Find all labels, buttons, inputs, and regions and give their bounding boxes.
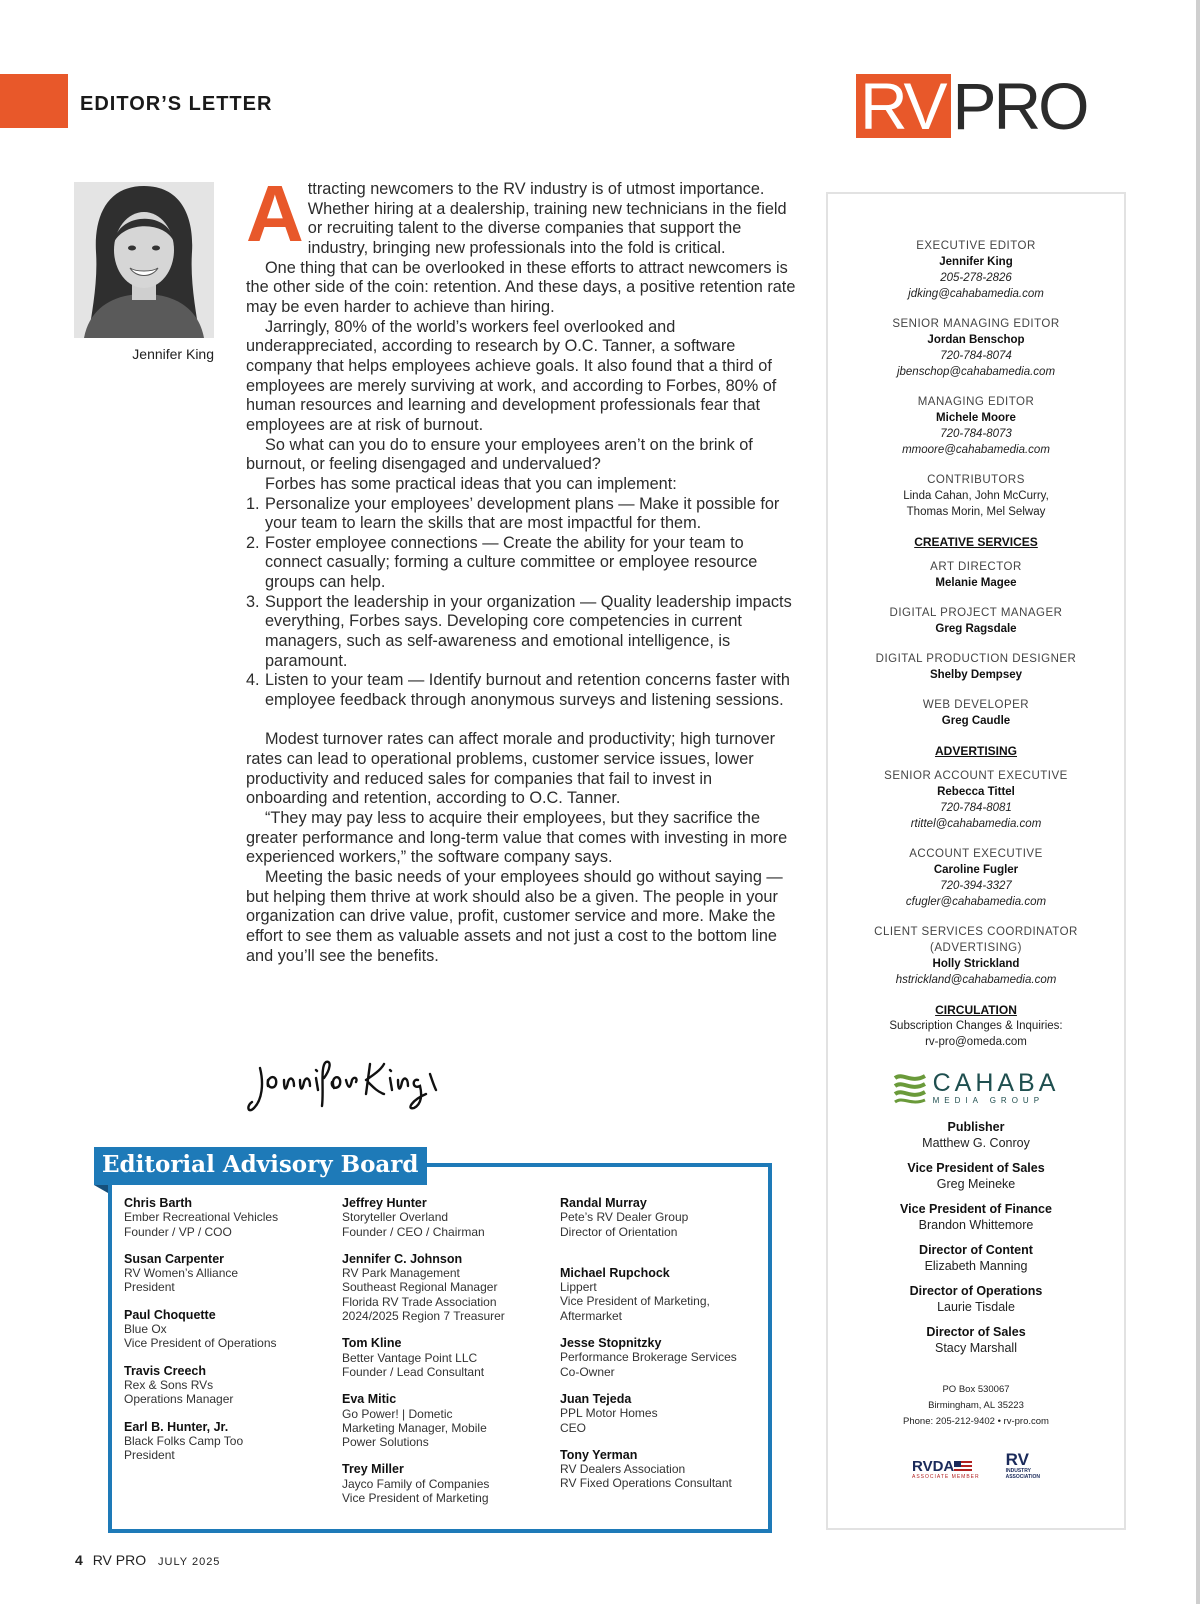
author-portrait-illustration — [74, 182, 214, 338]
board-member — [560, 1196, 775, 1239]
vp-sales-block — [828, 1160, 1124, 1192]
board-member — [560, 1448, 775, 1491]
cahaba-wordmark — [933, 1070, 1060, 1105]
circulation-text: Subscription Changes & Inquiries: — [889, 1020, 1063, 1032]
role-label: MANAGING EDITOR — [917, 396, 1035, 408]
member-detail: Aftermarket — [560, 1308, 623, 1323]
member-detail: RV Women’s Alliance — [124, 1266, 239, 1281]
member-name: Tony Yerman — [560, 1447, 638, 1462]
person-name: Laurie Tisdale — [937, 1300, 1015, 1314]
list-text: Listen to your team — Identify burnout and retention concerns faster with employee feedback through anonymous surveys and listening sessions. — [265, 671, 790, 710]
member-detail: Pete’s RV Dealer Group — [560, 1210, 689, 1225]
role-label: SENIOR ACCOUNT EXECUTIVE — [884, 770, 1068, 782]
masthead-art-director — [828, 559, 1124, 591]
masthead-account-executive — [828, 846, 1124, 910]
person-name: Caroline Fugler — [933, 864, 1019, 876]
creative-services-heading: CREATIVE SERVICES — [914, 535, 1038, 549]
email-address: cfugler@cahabamedia.com — [905, 896, 1047, 908]
magazine-name: RV PRO — [92, 1552, 147, 1568]
person-name: Jordan Benschop — [927, 334, 1025, 346]
association-logos — [828, 1452, 1124, 1480]
member-name: Jesse Stopnitzky — [560, 1336, 662, 1351]
masthead-contributors — [828, 472, 1124, 520]
member-detail: 2024/2025 Region 7 Treasurer — [342, 1309, 505, 1324]
member-detail: Founder / VP / COO — [124, 1224, 232, 1239]
member-name: Jeffrey Hunter — [342, 1196, 427, 1210]
board-member — [342, 1252, 557, 1323]
person-name: Michele Moore — [936, 412, 1016, 424]
list-number: 1. — [246, 494, 260, 513]
rvda-logo — [912, 1459, 980, 1480]
vp-finance-block — [828, 1201, 1124, 1233]
paragraph-1: ttracting newcomers to the RV industry is of utmost importance. Whether hiring at a dealership, training new technicians in the field or recruiting talent to the diverse companies that support the industry, bringing new professionals into the fold is critical. — [307, 180, 787, 257]
list-item — [246, 593, 796, 672]
member-detail: PPL Motor Homes — [560, 1406, 658, 1421]
member-detail: Power Solutions — [342, 1435, 429, 1450]
person-name: Holly Strickland — [932, 958, 1020, 970]
cahaba-sub: MEDIA GROUP — [932, 1096, 1045, 1105]
rvia-logo — [1006, 1452, 1040, 1480]
board-column-1 — [124, 1196, 339, 1475]
member-name: Trey Miller — [342, 1462, 404, 1477]
address-line: Birmingham, AL 35223 — [928, 1400, 1024, 1411]
phone-number: 205-278-2826 — [940, 272, 1012, 284]
member-detail: Vice President of Marketing, — [560, 1294, 710, 1309]
masthead-senior-managing-editor — [828, 316, 1124, 380]
issue-date: JULY 2025 — [158, 1556, 221, 1568]
role-label: DIGITAL PROJECT MANAGER — [889, 607, 1063, 619]
section-title: EDITOR’S LETTER — [80, 93, 273, 115]
board-column-2 — [342, 1196, 557, 1518]
role-label: DIGITAL PRODUCTION DESIGNER — [875, 653, 1077, 665]
list-item — [246, 671, 796, 710]
member-detail: Vice President of Operations — [124, 1336, 277, 1351]
logo-rv: RV — [856, 74, 951, 138]
role-label: SENIOR MANAGING EDITOR — [892, 318, 1060, 330]
role-label: Publisher — [947, 1120, 1005, 1134]
person-name: Melanie Magee — [935, 577, 1017, 589]
rvia-wordmark: RV — [1005, 1450, 1029, 1469]
board-member — [342, 1196, 557, 1239]
page-number: 4 — [75, 1552, 83, 1568]
page-footer — [75, 1552, 220, 1568]
cahaba-word: CAHABA — [932, 1069, 1060, 1097]
member-name: Michael Rupchock — [560, 1265, 670, 1280]
phone-number: 720-784-8073 — [940, 428, 1012, 440]
person-name: Stacy Marshall — [935, 1341, 1017, 1355]
board-member — [560, 1266, 775, 1323]
member-name: Travis Creech — [124, 1363, 206, 1378]
board-member — [560, 1392, 775, 1435]
role-label: CLIENT SERVICES COORDINATOR — [874, 926, 1078, 938]
role-label: Director of Sales — [926, 1325, 1026, 1339]
rv-pro-logo — [856, 69, 1087, 143]
member-detail: Storyteller Overland — [342, 1210, 449, 1225]
role-label: Director of Content — [919, 1243, 1033, 1257]
masthead-web-developer — [828, 697, 1124, 729]
tips-list — [246, 495, 796, 711]
role-label-sub: (ADVERTISING) — [930, 942, 1022, 954]
publisher-block — [828, 1119, 1124, 1151]
email-address: hstrickland@cahabamedia.com — [895, 974, 1057, 986]
member-detail: Rex & Sons RVs — [124, 1377, 214, 1392]
member-detail: Blue Ox — [124, 1322, 167, 1337]
list-text: Foster employee connections — Create the ability for your team to connect casually; forming a culture committee or employee resource groups can help. — [265, 533, 758, 592]
rvia-subtitle: ASSOCIATION — [1005, 1474, 1040, 1480]
member-detail: RV Park Management — [342, 1266, 460, 1281]
board-member — [124, 1364, 339, 1407]
board-member — [124, 1420, 339, 1463]
author-photo — [74, 182, 214, 338]
role-label: Director of Operations — [909, 1284, 1043, 1298]
email-address: mmoore@cahabamedia.com — [902, 444, 1050, 456]
member-detail: Florida RV Trade Association — [342, 1294, 497, 1309]
list-item — [246, 534, 796, 593]
email-address: jbenschop@cahabamedia.com — [896, 366, 1056, 378]
masthead-panel — [826, 192, 1126, 1530]
person-name: Greg Ragsdale — [935, 623, 1017, 635]
signature-image — [246, 1050, 456, 1118]
member-name: Paul Choquette — [124, 1307, 216, 1322]
rvda-wordmark: RVDA — [912, 1458, 955, 1475]
member-detail: Southeast Regional Manager — [342, 1280, 498, 1295]
paragraph-3: Jarringly, 80% of the world’s workers feel overlooked and underappreciated, according to research by O.C. Tanner, a software company that helps employees achieve goals. It also found that a third of employees are merely surviving at work, and according to Forbes, 80% of human resources and learning and development professionals fear that employees are at risk of burnout. — [246, 317, 777, 434]
page-edge — [1196, 0, 1200, 1604]
member-name: Susan Carpenter — [124, 1251, 225, 1266]
contributor-names: Linda Cahan, John McCurry, — [903, 490, 1049, 502]
email-address: rtittel@cahabamedia.com — [910, 818, 1042, 830]
person-name: Matthew G. Conroy — [922, 1136, 1030, 1150]
letter-body — [246, 169, 796, 966]
paragraph-7: “They may pay less to acquire their employees, but they sacrifice the greater performance and long-term value that comes with investing in more experienced workers,” the software company says. — [246, 808, 788, 867]
drop-cap: A — [246, 169, 304, 258]
role-label: EXECUTIVE EDITOR — [916, 240, 1036, 252]
advisory-board-title: Editorial Advisory Board — [94, 1147, 427, 1185]
member-detail: RV Dealers Association — [560, 1462, 686, 1477]
phone-number: 720-784-8081 — [940, 802, 1012, 814]
person-name: Rebecca Tittel — [937, 786, 1015, 798]
logo-pro: PRO — [952, 69, 1087, 143]
board-member — [342, 1336, 557, 1379]
member-detail: Marketing Manager, Mobile — [342, 1420, 487, 1435]
paragraph-gap — [246, 711, 796, 731]
member-detail: Director of Orientation — [560, 1224, 678, 1239]
member-detail: RV Fixed Operations Consultant — [560, 1476, 732, 1491]
list-text: Support the leadership in your organization — Quality leadership impacts everything, Forbes says. Developing core competencies in current managers, such as self-awareness and emotional intelligence, is paramount. — [265, 592, 792, 670]
board-member — [124, 1252, 339, 1295]
email-address: jdking@cahabamedia.com — [908, 288, 1044, 300]
list-text: Personalize your employees’ development plans — Make it possible for your team to learn the skills that are most impactful for them. — [265, 494, 780, 533]
member-detail: Performance Brokerage Services — [560, 1350, 737, 1365]
photo-caption: Jennifer King — [132, 346, 214, 362]
role-label: CONTRIBUTORS — [927, 474, 1025, 486]
member-detail: Operations Manager — [124, 1392, 234, 1407]
role-label: Vice President of Finance — [900, 1202, 1052, 1216]
board-column-3 — [560, 1196, 775, 1504]
masthead-top-spacer — [828, 194, 1124, 238]
role-label: ART DIRECTOR — [930, 561, 1022, 573]
address-phone-web: Phone: 205-212-9402 • rv-pro.com — [903, 1416, 1049, 1427]
member-name: Eva Mitic — [342, 1392, 397, 1407]
masthead-exec-editor — [828, 238, 1124, 302]
list-number: 4. — [246, 671, 260, 690]
member-detail: Go Power! | Dometic — [342, 1406, 453, 1421]
paragraph-4: So what can you do to ensure your employees aren’t on the brink of burnout, or feeling disengaged and undervalued? — [246, 435, 753, 474]
director-operations-block — [828, 1283, 1124, 1315]
paragraph-8: Meeting the basic needs of your employees should go without saying — but helping them thrive at work should also be a given. The people in your organization can drive value, profit, customer service and more. Make the effort to see them as valuable assets and not just a cost to the bottom line and you’ll see the benefits. — [246, 867, 783, 965]
board-member — [342, 1392, 557, 1449]
mailing-address — [828, 1382, 1124, 1430]
member-detail: President — [124, 1280, 175, 1295]
masthead-managing-editor — [828, 394, 1124, 458]
address-line: PO Box 530067 — [942, 1384, 1010, 1395]
rvia-subtitle: INDUSTRY — [1005, 1468, 1031, 1474]
member-name: Juan Tejeda — [560, 1391, 632, 1406]
member-detail: Co-Owner — [560, 1364, 615, 1379]
member-detail: Black Folks Camp Too — [124, 1433, 244, 1448]
flag-icon — [954, 1461, 972, 1473]
person-name: Elizabeth Manning — [924, 1259, 1028, 1273]
contributor-names: Thomas Morin, Mel Selway — [906, 506, 1046, 518]
member-name: Earl B. Hunter, Jr. — [124, 1419, 229, 1434]
director-content-block — [828, 1242, 1124, 1274]
masthead-circulation — [828, 1018, 1124, 1050]
member-detail: Lippert — [560, 1280, 597, 1295]
board-member — [342, 1462, 557, 1505]
member-name: Tom Kline — [342, 1336, 402, 1351]
member-detail: President — [124, 1448, 175, 1463]
member-name: Jennifer C. Johnson — [342, 1251, 463, 1266]
board-member — [124, 1308, 339, 1351]
director-sales-block — [828, 1324, 1124, 1356]
person-name: Brandon Whittemore — [918, 1218, 1034, 1232]
member-name: Randal Murray — [560, 1196, 647, 1210]
phone-number: 720-784-8074 — [940, 350, 1012, 362]
circulation-email: rv-pro@omeda.com — [925, 1036, 1027, 1048]
rvda-subtitle: ASSOCIATE MEMBER — [912, 1474, 980, 1480]
advertising-heading: ADVERTISING — [934, 744, 1017, 758]
list-number: 2. — [246, 533, 260, 552]
board-member — [124, 1196, 339, 1239]
masthead-client-services — [828, 924, 1124, 988]
board-member — [560, 1336, 775, 1379]
masthead-senior-account-executive — [828, 768, 1124, 832]
masthead-digital-production-designer — [828, 651, 1124, 683]
member-detail: Jayco Family of Companies — [342, 1476, 490, 1491]
person-name: Greg Caudle — [941, 715, 1011, 727]
role-label: Vice President of Sales — [907, 1161, 1045, 1175]
paragraph-6: Modest turnover rates can affect morale and productivity; high turnover rates can lead to operational problems, customer service issues, lower productivity and reduced sales for companies that fail to invest in onboarding and retention, according to O.C. Tanner. — [246, 730, 776, 808]
member-detail: Better Vantage Point LLC — [342, 1350, 478, 1365]
title-fold-shape — [94, 1185, 108, 1193]
role-label: ACCOUNT EXECUTIVE — [909, 848, 1043, 860]
person-name: Jennifer King — [939, 256, 1013, 268]
member-detail: Founder / Lead Consultant — [342, 1364, 485, 1379]
member-name: Chris Barth — [124, 1196, 193, 1210]
paragraph-5: Forbes has some practical ideas that you can implement: — [265, 474, 677, 493]
cahaba-wave-icon — [893, 1072, 927, 1104]
cahaba-media-logo — [828, 1070, 1124, 1105]
masthead-digital-project-manager — [828, 605, 1124, 637]
person-name: Shelby Dempsey — [929, 669, 1023, 681]
section-tab-bar — [0, 74, 68, 128]
member-detail: CEO — [560, 1420, 587, 1435]
paragraph-2: One thing that can be overlooked in these efforts to attract newcomers is the other side of the coin: retention. And these days, a positive retention rate may be even harder to achieve than hiring. — [246, 258, 796, 316]
member-detail: Founder / CEO / Chairman — [342, 1224, 485, 1239]
phone-number: 720-394-3327 — [940, 880, 1012, 892]
person-name: Greg Meineke — [936, 1177, 1016, 1191]
list-item — [246, 495, 796, 534]
circulation-heading: CIRCULATION — [935, 1003, 1017, 1017]
list-number: 3. — [246, 592, 260, 611]
role-label: WEB DEVELOPER — [922, 699, 1030, 711]
member-detail: Vice President of Marketing — [342, 1491, 489, 1506]
member-detail: Ember Recreational Vehicles — [124, 1210, 279, 1225]
